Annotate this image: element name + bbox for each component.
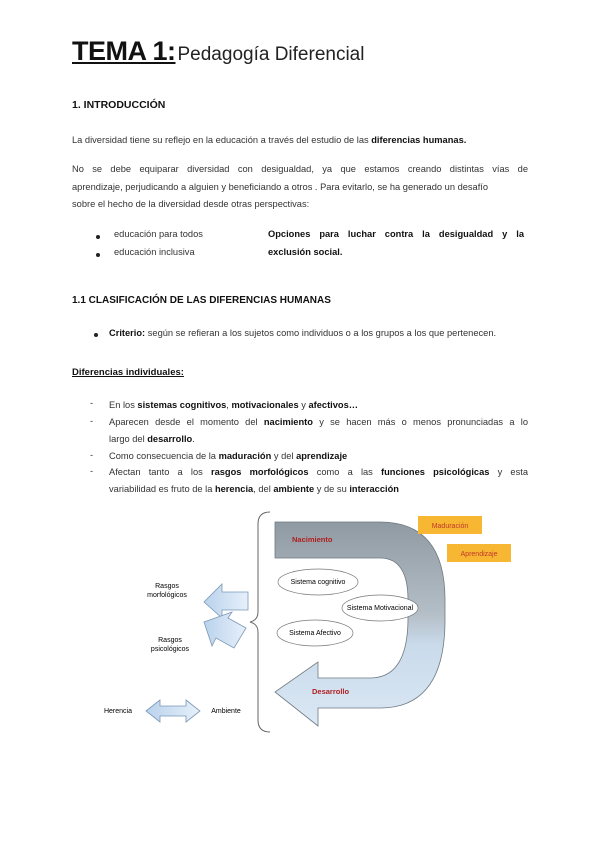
criterio-text: según se refieran a los sujetos como individuos o a los grupos a los que pertenecen.	[145, 328, 497, 338]
label-nacimiento: Nacimiento	[292, 535, 333, 544]
bullet-dot	[94, 333, 98, 337]
item-2-line1: Aparecen desde el momento del nacimiento y se hacen más o menos pronunciadas a lo	[109, 417, 528, 427]
p2-line3: sobre el hecho de la diversidad desde otras perspectivas:	[72, 199, 310, 209]
label-rasgos-psic-1: Rasgos	[158, 637, 182, 644]
p1-text: La diversidad tiene su reflejo en la educación a través del estudio de las	[72, 135, 372, 145]
title-sub: Pedagogía Diferencial	[177, 44, 365, 65]
page-title	[72, 36, 364, 67]
criterio-label: Criterio:	[109, 328, 146, 338]
p2-line1: No se debe equiparar diversidad con desigualdad, ya que estamos creando distintas vías de	[72, 164, 528, 174]
title-main: TEMA 1:	[72, 36, 176, 66]
label-rasgos-morf-1: Rasgos	[155, 583, 179, 590]
label-aprendizaje: Aprendizaje	[460, 551, 498, 558]
side-note-line1: Opciones para luchar contra la desigualdad y la	[268, 229, 524, 239]
dash-marker: -	[90, 450, 94, 460]
item-4-line2: variabilidad es fruto de la herencia, del ambiente y de su interacción	[109, 484, 399, 494]
bullet-dot	[96, 235, 100, 239]
bullet-dot	[96, 253, 100, 257]
item-1: En los sistemas cognitivos, motivacionales y afectivos…	[109, 400, 359, 410]
item-3: Como consecuencia de la maduración y del aprendizaje	[109, 451, 348, 461]
arrow-psicologicos	[204, 612, 246, 648]
arrow-herencia-ambiente	[146, 700, 200, 722]
individual-heading: Diferencias individuales:	[72, 367, 184, 378]
paragraph-1	[72, 131, 528, 150]
item-4-line1: Afectan tanto a los rasgos morfológicos como a las funciones psicológicas y esta	[109, 467, 528, 477]
label-desarrollo: Desarrollo	[312, 687, 350, 696]
label-herencia: Herencia	[103, 708, 133, 715]
section-heading-clasificacion: 1.1 CLASIFICACIÓN DE LAS DIFERENCIAS HUMANAS	[72, 295, 331, 306]
dash-marker: -	[90, 398, 94, 408]
diagram	[0, 500, 600, 760]
section-heading-intro: 1. INTRODUCCIÓN	[72, 99, 166, 111]
label-ambiente: Ambiente	[211, 708, 241, 715]
item-2-line2: largo del desarrollo.	[109, 434, 195, 444]
label-sistema-afectivo: Sistema Afectivo	[289, 630, 341, 637]
label-rasgos-psic-2: psicológicos	[150, 646, 190, 653]
bullet-item: educación para todos	[114, 229, 203, 239]
p2-line2: aprendizaje, perjudicando a alguien y beneficiando a otros . Para evitarlo, se ha generado un desafío	[72, 182, 489, 192]
arrow-morfologicos	[204, 584, 248, 618]
p1-bold: diferencias humanas.	[371, 135, 467, 145]
label-sistema-motivacional: Sistema Motivacional	[346, 605, 414, 612]
dash-marker: -	[90, 416, 94, 426]
label-sistema-cognitivo: Sistema cognitivo	[290, 579, 346, 586]
bullet-item: educación inclusiva	[114, 247, 195, 257]
label-rasgos-morf-2: morfológicos	[147, 592, 187, 599]
side-note-line2: exclusión social.	[268, 247, 343, 257]
label-maduracion: Maduración	[431, 523, 469, 530]
bracket	[250, 512, 270, 732]
dash-marker: -	[90, 466, 94, 476]
criterio-line	[109, 324, 496, 343]
